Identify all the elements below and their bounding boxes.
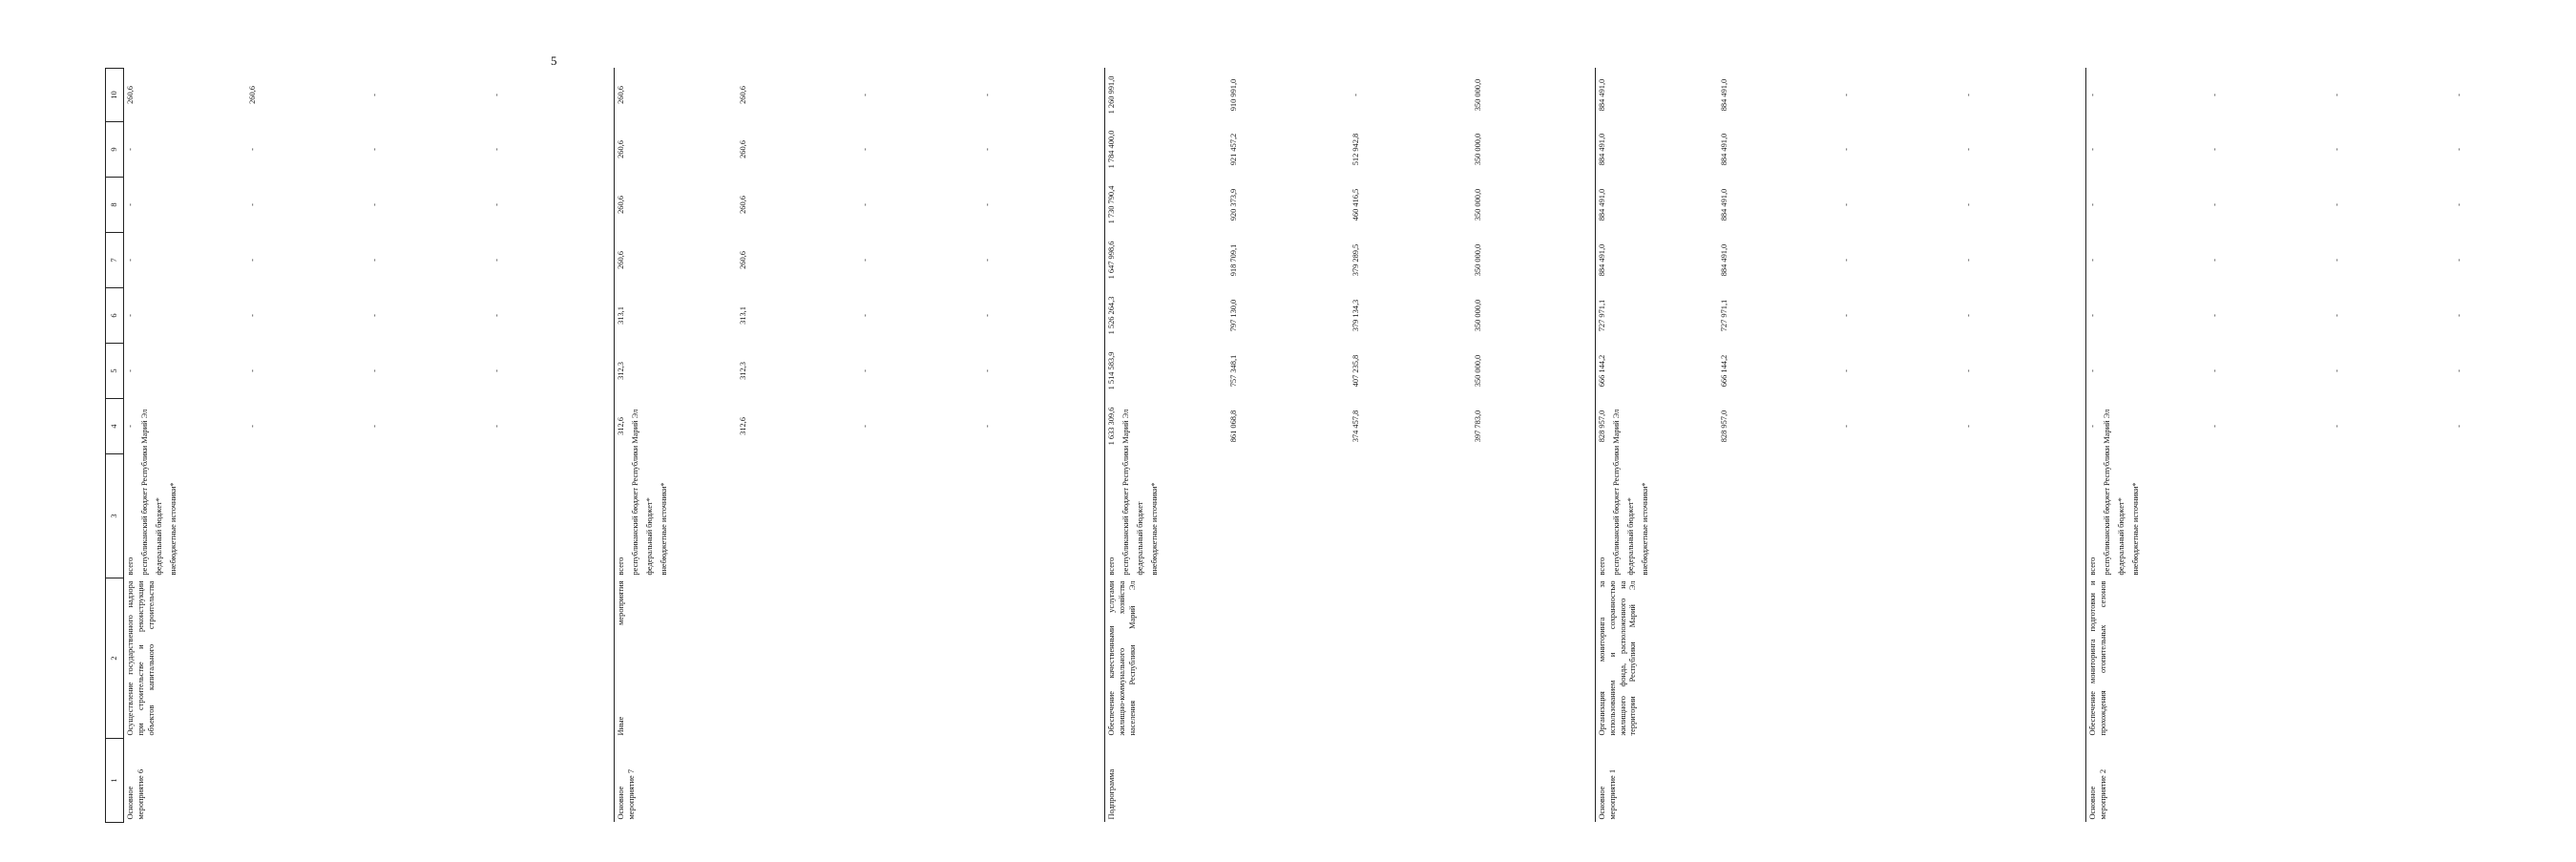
- value-cell: -: [370, 425, 379, 428]
- value-cell: -: [861, 203, 869, 206]
- value-cell: 512 942,8: [1351, 133, 1360, 166]
- value-cell: -: [126, 425, 135, 428]
- row-description: Организация мониторинга за использованием и сохранностью жилищного фонда, расположенного на территории Республики Марий Эл: [1596, 578, 2086, 739]
- value-cell: -: [1842, 203, 1851, 206]
- funding-sources: [124, 409, 615, 578]
- value-cell: -: [2210, 425, 2219, 428]
- row-description: Иные мероприятия: [615, 578, 1105, 739]
- value-cell: 884 491,0: [1720, 78, 1728, 112]
- column-number: 3: [106, 454, 124, 578]
- value-cell: -: [983, 369, 992, 372]
- value-cell: 350 000,0: [1474, 243, 1482, 277]
- value-cell: -: [2210, 369, 2219, 372]
- year-values: [1105, 288, 1596, 344]
- funding-source: федеральный бюджет*: [645, 497, 654, 576]
- table-body: [124, 69, 2576, 823]
- value-cell: 260,6: [739, 196, 747, 214]
- value-cell: -: [2210, 94, 2219, 96]
- value-cell: 884 491,0: [1598, 133, 1606, 166]
- row-description: Обеспечение качественными услугами жилищно-коммунального хозяйства населения Республики Марий Эл: [1105, 578, 1596, 739]
- value-cell: 1 526 264,3: [1107, 296, 1116, 335]
- value-cell: 379 134,3: [1351, 299, 1360, 332]
- value-cell: -: [1964, 94, 1973, 96]
- value-cell: 350 000,0: [1474, 299, 1482, 332]
- value-cell: -: [983, 148, 992, 151]
- value-cell: -: [1964, 203, 1973, 206]
- value-cell: 260,6: [126, 86, 135, 104]
- value-cell: -: [2088, 203, 2097, 206]
- value-cell: -: [370, 148, 379, 151]
- value-cell: -: [492, 259, 501, 262]
- table-row: [2086, 69, 2576, 823]
- value-cell: -: [1842, 259, 1851, 262]
- value-cell: -: [248, 203, 257, 206]
- value-cell: -: [2333, 94, 2341, 96]
- column-number: 9: [106, 122, 124, 178]
- value-cell: -: [2210, 148, 2219, 151]
- year-values: [2086, 288, 2576, 344]
- value-cell: 1 514 583,9: [1107, 351, 1116, 390]
- value-cell: 379 289,5: [1351, 243, 1360, 277]
- table-row: [615, 69, 1105, 823]
- value-cell: 1 784 400,0: [1107, 130, 1116, 169]
- value-cell: -: [2455, 425, 2463, 428]
- value-cell: -: [1964, 425, 1973, 428]
- value-cell: -: [2455, 148, 2463, 151]
- year-values: [1105, 399, 1596, 454]
- year-values: [615, 178, 1105, 233]
- funding-source: внебюджетные источники*: [2131, 482, 2140, 576]
- value-cell: -: [370, 259, 379, 262]
- value-cell: 313,1: [739, 306, 747, 325]
- value-cell: 260,6: [617, 140, 625, 158]
- budget-table: [105, 68, 2576, 823]
- value-cell: -: [492, 425, 501, 428]
- year-values: [615, 233, 1105, 288]
- year-values: [1596, 233, 2086, 288]
- value-cell: -: [126, 314, 135, 317]
- value-cell: -: [2333, 369, 2341, 372]
- value-cell: -: [370, 314, 379, 317]
- column-number: 8: [106, 178, 124, 233]
- value-cell: 910 991,0: [1229, 78, 1238, 112]
- value-cell: -: [983, 203, 992, 206]
- value-cell: 1 647 998,6: [1107, 241, 1116, 280]
- value-cell: 350 000,0: [1474, 133, 1482, 166]
- year-values: [124, 233, 615, 288]
- year-values: [1596, 122, 2086, 178]
- value-cell: -: [2333, 259, 2341, 262]
- value-cell: -: [861, 369, 869, 372]
- funding-sources: [2086, 409, 2576, 578]
- value-cell: 884 491,0: [1720, 133, 1728, 166]
- year-values: [615, 399, 1105, 454]
- year-values: [124, 69, 615, 122]
- value-cell: -: [2455, 94, 2463, 96]
- value-cell: -: [2210, 314, 2219, 317]
- value-cell: 797 130,0: [1229, 299, 1238, 332]
- funding-source: республиканский бюджет Республики Марий Эл: [631, 409, 639, 576]
- row-name: Подпрограмма: [1105, 739, 1596, 823]
- value-cell: -: [1842, 94, 1851, 96]
- year-values: [2086, 399, 2576, 454]
- value-cell: 260,6: [617, 86, 625, 104]
- value-cell: 727 971,1: [1720, 299, 1728, 332]
- value-cell: -: [861, 148, 869, 151]
- funding-source: внебюджетные источники*: [1641, 482, 1649, 576]
- value-cell: -: [492, 314, 501, 317]
- value-cell: 312,6: [617, 417, 625, 435]
- column-number: 10: [106, 69, 124, 122]
- value-cell: -: [370, 369, 379, 372]
- value-cell: -: [983, 94, 992, 96]
- year-values: [1105, 122, 1596, 178]
- value-cell: -: [492, 94, 501, 96]
- row-description: Обеспечение мониторинга подготовки и прохождения отопительных сезонов: [2086, 578, 2576, 739]
- value-cell: -: [861, 314, 869, 317]
- value-cell: -: [492, 369, 501, 372]
- year-values: [615, 288, 1105, 344]
- value-cell: -: [1964, 148, 1973, 151]
- funding-source: федеральный бюджет*: [1626, 497, 1635, 576]
- funding-source: внебюджетные источники*: [1150, 482, 1159, 576]
- value-cell: 407 235,8: [1351, 354, 1360, 388]
- funding-source: всего: [126, 557, 135, 576]
- value-cell: -: [2455, 203, 2463, 206]
- value-cell: 312,3: [739, 362, 747, 380]
- value-cell: 260,6: [739, 86, 747, 104]
- value-cell: -: [2455, 369, 2463, 372]
- column-header-row: [106, 69, 124, 823]
- funding-source: федеральный бюджет*: [2117, 497, 2126, 576]
- value-cell: -: [861, 425, 869, 428]
- value-cell: -: [2333, 314, 2341, 317]
- value-cell: -: [2088, 259, 2097, 262]
- value-cell: 460 416,5: [1351, 188, 1360, 221]
- year-values: [1596, 288, 2086, 344]
- year-values: [2086, 344, 2576, 399]
- year-values: [1596, 399, 2086, 454]
- value-cell: -: [492, 148, 501, 151]
- value-cell: -: [2455, 259, 2463, 262]
- row-name: Основное мероприятие 7: [615, 739, 1105, 823]
- value-cell: -: [2088, 94, 2097, 96]
- value-cell: 350 000,0: [1474, 188, 1482, 221]
- column-number: 5: [106, 344, 124, 399]
- value-cell: -: [1842, 314, 1851, 317]
- year-values: [1105, 178, 1596, 233]
- table-row: [1596, 69, 2086, 823]
- value-cell: 1 730 790,4: [1107, 185, 1116, 224]
- value-cell: 921 457,2: [1229, 133, 1238, 166]
- year-values: [1596, 69, 2086, 122]
- column-number: 7: [106, 233, 124, 288]
- funding-source: федеральный бюджет*: [155, 497, 163, 576]
- value-cell: -: [126, 259, 135, 262]
- value-cell: 918 709,1: [1229, 243, 1238, 277]
- value-cell: -: [2210, 259, 2219, 262]
- column-number: 1: [106, 739, 124, 823]
- value-cell: -: [1964, 369, 1973, 372]
- value-cell: -: [1351, 94, 1360, 96]
- value-cell: -: [126, 148, 135, 151]
- value-cell: -: [861, 259, 869, 262]
- year-values: [2086, 233, 2576, 288]
- value-cell: -: [2333, 203, 2341, 206]
- year-values: [1596, 344, 2086, 399]
- value-cell: 861 068,8: [1229, 410, 1238, 443]
- year-values: [2086, 122, 2576, 178]
- value-cell: 884 491,0: [1720, 188, 1728, 221]
- value-cell: 312,6: [739, 417, 747, 435]
- value-cell: 727 971,1: [1598, 299, 1606, 332]
- value-cell: -: [126, 203, 135, 206]
- value-cell: -: [248, 148, 257, 151]
- value-cell: -: [2088, 369, 2097, 372]
- funding-source: федеральный бюджет: [1136, 501, 1144, 576]
- value-cell: 374 457,8: [1351, 410, 1360, 443]
- funding-source: всего: [1107, 557, 1116, 576]
- year-values: [1596, 178, 2086, 233]
- column-number: 2: [106, 578, 124, 739]
- year-values: [1105, 233, 1596, 288]
- row-description: Осуществление государственного надзора при строительстве и реконструкции объектов капитального строительства: [124, 578, 615, 739]
- value-cell: -: [2333, 148, 2341, 151]
- year-values: [615, 122, 1105, 178]
- value-cell: 260,6: [617, 196, 625, 214]
- value-cell: -: [2088, 314, 2097, 317]
- value-cell: -: [2088, 425, 2097, 428]
- value-cell: 260,6: [739, 140, 747, 158]
- funding-source: республиканский бюджет Республики Марий Эл: [2103, 409, 2111, 576]
- value-cell: 884 491,0: [1598, 243, 1606, 277]
- value-cell: 666 144,2: [1598, 354, 1606, 388]
- value-cell: -: [983, 314, 992, 317]
- value-cell: -: [1842, 148, 1851, 151]
- year-values: [124, 288, 615, 344]
- column-number: 6: [106, 288, 124, 344]
- value-cell: -: [248, 259, 257, 262]
- value-cell: -: [492, 203, 501, 206]
- value-cell: 312,3: [617, 362, 625, 380]
- value-cell: 920 373,9: [1229, 188, 1238, 221]
- funding-source: республиканский бюджет Республики Марий Эл: [140, 409, 149, 576]
- year-values: [2086, 178, 2576, 233]
- value-cell: 1 633 309,6: [1107, 407, 1116, 446]
- page-number: 5: [551, 53, 557, 68]
- funding-source: всего: [1598, 557, 1606, 576]
- value-cell: -: [126, 369, 135, 372]
- rotated-page: [105, 69, 2463, 823]
- row-name: Основное мероприятие 2: [2086, 739, 2576, 823]
- funding-source: всего: [617, 557, 625, 576]
- year-values: [615, 69, 1105, 122]
- column-number: 4: [106, 399, 124, 454]
- value-cell: 1 260 991,0: [1107, 75, 1116, 115]
- year-values: [124, 122, 615, 178]
- value-cell: -: [2333, 425, 2341, 428]
- value-cell: -: [248, 369, 257, 372]
- year-values: [124, 178, 615, 233]
- funding-source: республиканский бюджет Республики Марий Эл: [1121, 409, 1130, 576]
- value-cell: -: [2210, 203, 2219, 206]
- value-cell: 828 957,0: [1598, 410, 1606, 443]
- value-cell: -: [1842, 425, 1851, 428]
- value-cell: -: [861, 94, 869, 96]
- value-cell: 828 957,0: [1720, 410, 1728, 443]
- value-cell: 884 491,0: [1598, 188, 1606, 221]
- value-cell: 884 491,0: [1720, 243, 1728, 277]
- row-name: Основное мероприятие 6: [124, 739, 615, 823]
- value-cell: 260,6: [617, 251, 625, 269]
- year-values: [615, 344, 1105, 399]
- value-cell: 350 000,0: [1474, 78, 1482, 112]
- table-row: [1105, 69, 1596, 823]
- value-cell: 260,6: [739, 251, 747, 269]
- funding-source: республиканский бюджет Республики Марий Эл: [1612, 409, 1621, 576]
- year-values: [124, 399, 615, 454]
- value-cell: -: [983, 259, 992, 262]
- value-cell: -: [248, 314, 257, 317]
- year-values: [1105, 344, 1596, 399]
- value-cell: 666 144,2: [1720, 354, 1728, 388]
- value-cell: 313,1: [617, 306, 625, 325]
- value-cell: -: [2088, 148, 2097, 151]
- value-cell: -: [370, 203, 379, 206]
- funding-source: всего: [2088, 557, 2097, 576]
- table-row: [124, 69, 615, 823]
- year-values: [124, 344, 615, 399]
- value-cell: -: [983, 425, 992, 428]
- funding-source: внебюджетные источники*: [660, 482, 668, 576]
- value-cell: -: [1964, 259, 1973, 262]
- value-cell: 757 348,1: [1229, 354, 1238, 388]
- value-cell: -: [1964, 314, 1973, 317]
- value-cell: -: [2455, 314, 2463, 317]
- value-cell: 397 783,0: [1474, 410, 1482, 443]
- value-cell: -: [370, 94, 379, 96]
- value-cell: -: [248, 425, 257, 428]
- row-name: Основное мероприятие 1: [1596, 739, 2086, 823]
- value-cell: 350 000,0: [1474, 354, 1482, 388]
- funding-source: внебюджетные источники*: [169, 482, 178, 576]
- value-cell: -: [1842, 369, 1851, 372]
- year-values: [1105, 69, 1596, 122]
- value-cell: 884 491,0: [1598, 78, 1606, 112]
- year-values: [2086, 69, 2576, 122]
- value-cell: 260,6: [248, 86, 257, 104]
